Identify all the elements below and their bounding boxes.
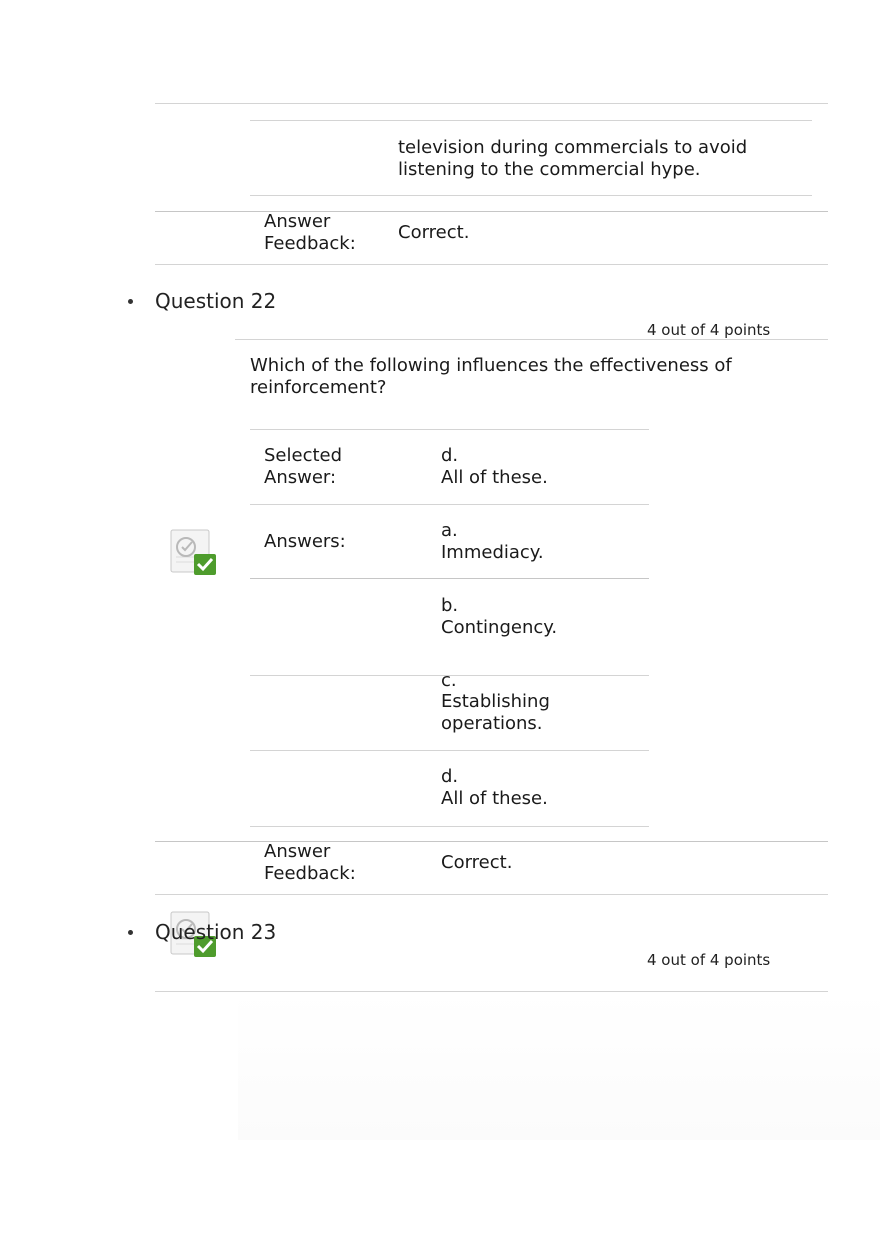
selected-answer-text: All of these. [441,467,548,488]
divider [155,103,828,104]
feedback-value: Correct. [441,852,513,873]
feedback-label: Answer Feedback: [264,841,356,884]
points-score: 4 out of 4 points [647,321,771,339]
selected-answer-letter: d. [441,445,459,466]
divider [250,750,649,751]
page-shade [238,990,880,1140]
divider [250,195,812,196]
divider [250,504,649,505]
answer-text: All of these. [441,788,548,809]
divider [250,429,649,430]
divider [250,826,649,827]
question-title: Question 23 [155,920,277,944]
divider [155,894,828,895]
answer-text: television during commercials to avoid listening to the commercial hype. [398,137,748,180]
correct-check-icon [168,527,218,577]
divider [155,991,828,992]
bullet [128,299,133,304]
answers-label: Answers: [264,531,346,552]
bullet [128,930,133,935]
feedback-label: Answer Feedback: [264,211,356,254]
answer-text: Immediacy. [441,542,544,563]
divider [155,264,828,265]
points-score: 4 out of 4 points [647,951,771,969]
divider [155,211,828,212]
divider [155,841,828,842]
divider [235,339,828,340]
answer-letter: b. [441,595,459,616]
question-prompt: Which of the following influences the effectiveness of reinforcement? [250,355,732,398]
answer-letter: c. [441,670,457,691]
answer-text: Establishing operations. [441,691,550,734]
divider [250,578,649,579]
answer-letter: a. [441,520,458,541]
divider [250,120,812,121]
question-title: Question 22 [155,289,277,313]
answer-letter: d. [441,766,459,787]
selected-answer-label: Selected Answer: [264,445,343,488]
answer-text: Contingency. [441,617,558,638]
feedback-value: Correct. [398,222,470,243]
